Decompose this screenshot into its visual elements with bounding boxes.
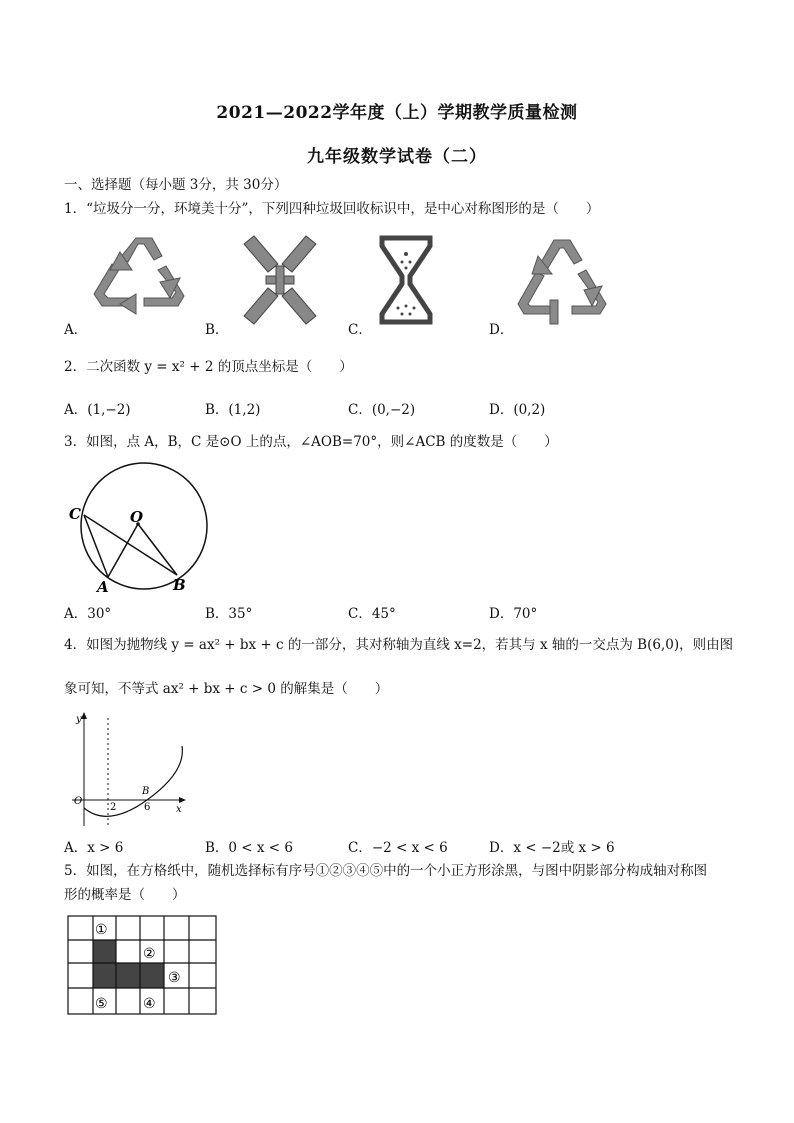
q1-option-d[interactable]: D． — [489, 322, 514, 338]
recycle-symbol-c — [376, 234, 436, 326]
cell-mark-4: ④ — [143, 996, 156, 1012]
q5-stem-line2: 形的概率是（ ） — [64, 887, 186, 903]
recycle-symbol-d — [510, 234, 614, 330]
q2-option-d[interactable]: D．(0,2) — [489, 402, 546, 418]
q1-stem: 1．“垃圾分一分，环境美十分”，下列四种垃圾回收标识中，是中心对称图形的是（ ） — [64, 201, 600, 217]
shaded-cell — [93, 940, 116, 963]
shaded-cell — [116, 963, 140, 988]
recycle-symbol-a — [84, 232, 204, 324]
point-label-b: B — [142, 786, 150, 797]
q1-option-a[interactable]: A． — [64, 322, 88, 338]
q3-stem: 3．如图，点 A，B，C 是⊙O 上的点，∠AOB=70°，则∠ACB 的度数是（ ） — [64, 434, 558, 450]
shaded-cell — [93, 963, 116, 988]
label-c: C — [69, 505, 81, 523]
q3-option-d[interactable]: D．70° — [489, 606, 538, 622]
q2-option-b[interactable]: B．(1,2) — [205, 402, 261, 418]
radius-ob — [138, 524, 177, 575]
q1-option-b[interactable]: B． — [205, 322, 229, 338]
recycle-symbol-b — [236, 234, 324, 326]
parabola-figure — [64, 708, 194, 830]
axis-label-x: x — [176, 804, 182, 815]
section-heading: 一、选择题（每小题 3分，共 30分） — [64, 177, 288, 193]
tick-label-6: 6 — [144, 802, 151, 813]
q4-option-a[interactable]: A．x > 6 — [64, 840, 124, 856]
q4-stem-line2: 象可知，不等式 ax² + bx + c > 0 的解集是（ ） — [64, 681, 389, 697]
label-o: O — [130, 508, 144, 526]
exam-subtitle: 九年级数学试卷（二） — [307, 147, 487, 167]
q4-option-d[interactable]: D．x < −2或 x > 6 — [489, 840, 615, 856]
radius-oa — [108, 524, 138, 577]
cell-mark-3: ③ — [168, 970, 181, 986]
grid-figure — [64, 912, 220, 1024]
q4-option-c[interactable]: C．−2 < x < 6 — [348, 840, 448, 856]
q2-option-a[interactable]: A．(1,−2) — [64, 402, 131, 418]
parabola-curve — [84, 746, 182, 816]
shaded-cell — [140, 963, 164, 988]
axis-label-y: y — [76, 714, 82, 725]
q3-option-a[interactable]: A．30° — [64, 606, 112, 622]
exam-title: 2021—2022学年度（上）学期教学质量检测 — [216, 103, 578, 123]
q4-option-b[interactable]: B．0 < x < 6 — [205, 840, 294, 856]
cell-mark-1: ① — [95, 922, 108, 938]
origin-label: O — [74, 796, 83, 807]
q4-stem-line1: 4．如图为抛物线 y = ax² + bx + c 的一部分，其对称轴为直线 x=2，若其与 x 轴的一交点为 B(6,0)，则由图 — [64, 637, 734, 653]
cell-mark-2: ② — [143, 946, 156, 962]
cell-mark-5: ⑤ — [95, 996, 108, 1012]
q2-stem: 2．二次函数 y = x² + 2 的顶点坐标是（ ） — [64, 359, 353, 375]
tick-label-2: 2 — [110, 802, 117, 813]
label-a: A — [97, 578, 109, 596]
q5-stem-line1: 5．如图，在方格纸中，随机选择标有序号①②③④⑤中的一个小正方形涂黑，与图中阴影部分构成轴对称图 — [64, 863, 708, 879]
q1-option-c[interactable]: C． — [348, 322, 372, 338]
circle-figure — [64, 460, 214, 596]
q2-option-c[interactable]: C．(0,−2) — [348, 402, 416, 418]
label-b: B — [173, 576, 186, 594]
q3-option-b[interactable]: B．35° — [205, 606, 253, 622]
q3-option-c[interactable]: C．45° — [348, 606, 396, 622]
